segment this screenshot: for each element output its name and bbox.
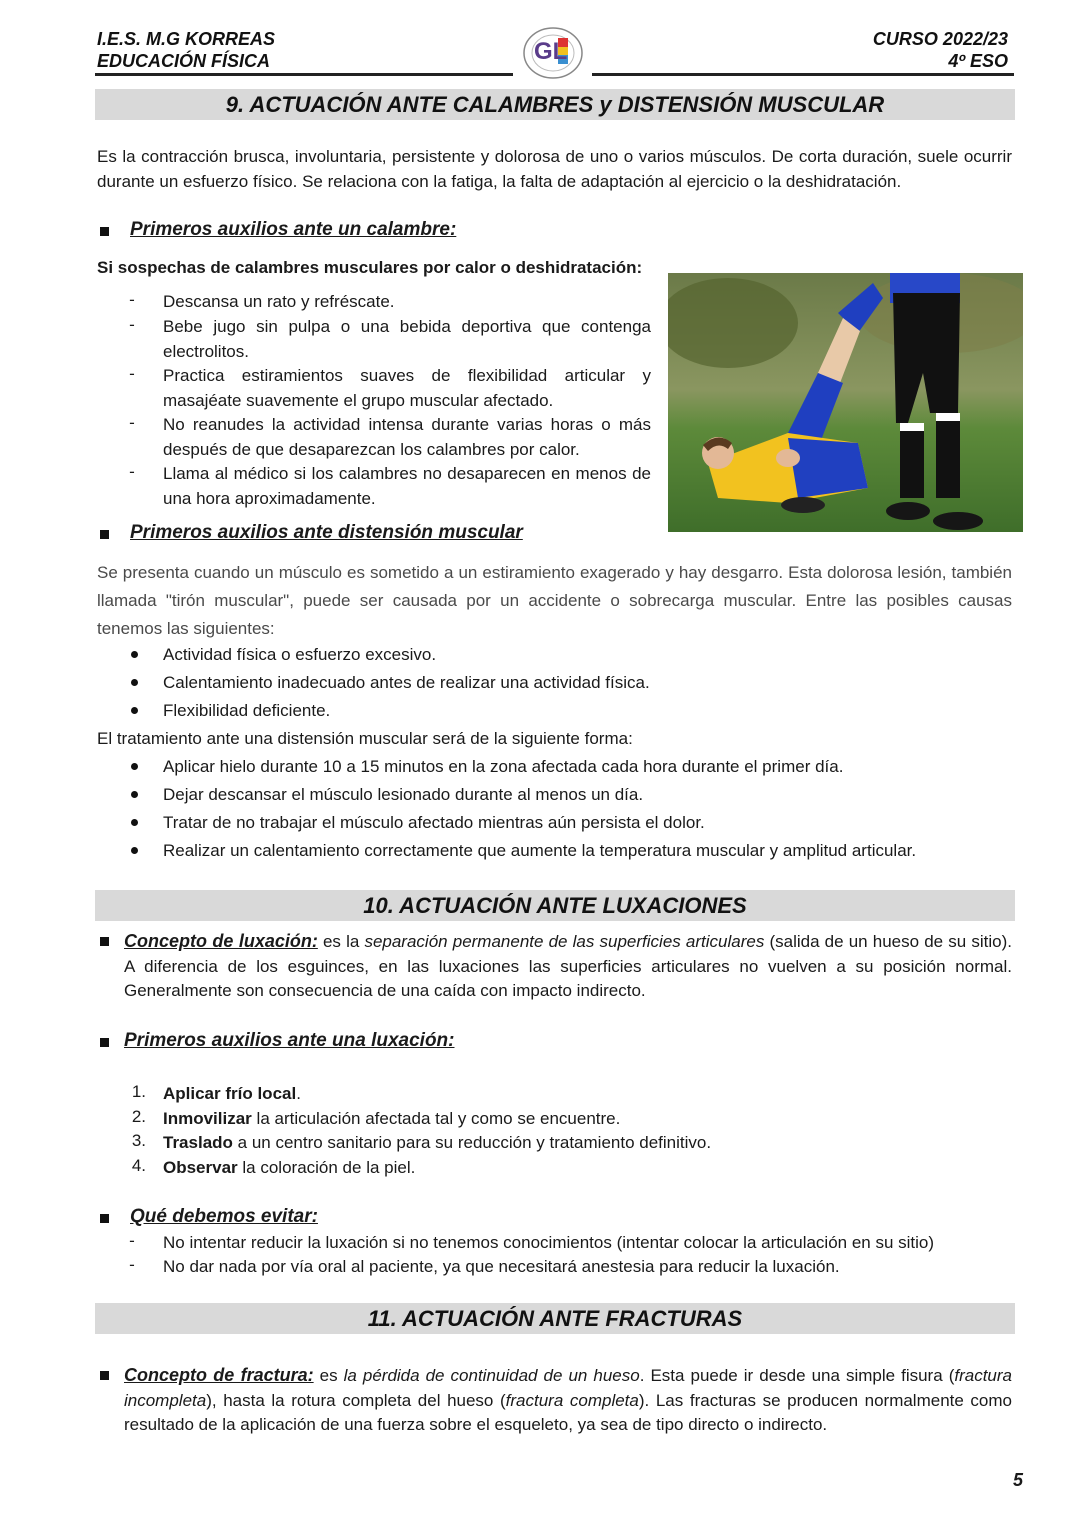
avoid-heading: Qué debemos evitar: — [130, 1206, 318, 1227]
square-bullet-icon — [100, 227, 109, 236]
step-item — [163, 1156, 415, 1181]
treatment-item: Tratar de no trabajar el músculo afectado mientras aún persista el dolor. — [163, 813, 705, 832]
dash-bullet: - — [129, 290, 135, 309]
dot-bullet — [131, 791, 138, 798]
step-number: 1. — [131, 1082, 146, 1101]
dash-bullet: - — [129, 413, 135, 432]
avoid-item: No intentar reducir la luxación si no tenemos conocimientos (intentar colocar la articulación en su sitio) — [163, 1233, 935, 1252]
dot-bullet — [131, 819, 138, 826]
square-bullet-icon — [100, 1371, 109, 1380]
step-keyword: Aplicar frío local — [163, 1084, 297, 1103]
square-bullet-icon — [100, 1038, 109, 1047]
step-keyword: Inmovilizar — [163, 1109, 252, 1128]
step-item — [163, 1082, 301, 1107]
page-number: 5 — [1012, 1470, 1023, 1490]
school-logo — [522, 26, 584, 80]
cramp-first-aid-heading: Primeros auxilios ante un calambre: — [130, 219, 457, 240]
dot-bullet — [131, 651, 138, 658]
square-bullet-icon — [100, 937, 109, 946]
treatment-item: Dejar descansar el músculo lesionado durante al menos un día. — [163, 785, 644, 804]
cause-item: Flexibilidad deficiente. — [163, 701, 331, 720]
header-rule-left — [95, 73, 513, 76]
step-keyword: Traslado — [163, 1133, 233, 1152]
cramp-lead: Si sospechas de calambres musculares por calor o deshidratación: — [97, 258, 643, 277]
luxation-concept-emphasis: separación permanente de las superficies articulares — [364, 932, 765, 951]
dash-bullet: - — [129, 462, 135, 481]
cramp-item: Llama al médico si los calambres no desaparecen en menos de una hora aproximadamente. — [163, 464, 651, 508]
cramp-item: Bebe jugo sin pulpa o una bebida deportiva que contenga electrolitos. — [163, 317, 651, 361]
fracture-emphasis: fractura completa — [505, 1390, 639, 1410]
fracture-concept — [124, 1363, 1012, 1438]
step-number: 3. — [131, 1131, 146, 1150]
cause-item: Actividad física o esfuerzo excesivo. — [163, 645, 437, 664]
dot-bullet — [131, 763, 138, 770]
step-text: la coloración de la piel. — [237, 1158, 416, 1177]
luxation-concept-rest: (salida de un hueso de su sitio). A diferencia de los esguinces, en las luxaciones las superficies articulares no vuelven a su posición normal. Generalmente son consecuencia de una caída con impacto indirecto. — [124, 932, 1012, 1000]
fracture-text: es — [313, 1366, 344, 1385]
step-text: a un centro sanitario para su reducción y tratamiento definitivo. — [232, 1133, 712, 1152]
square-bullet-icon — [100, 1214, 109, 1223]
fracture-text: . Esta puede ir desde una simple fisura ( — [639, 1366, 955, 1385]
dot-bullet — [131, 847, 138, 854]
luxation-concept — [124, 929, 1012, 1004]
section-11-title: 11. ACTUACIÓN ANTE FRACTURAS — [95, 1303, 1015, 1334]
avoid-item: No dar nada por vía oral al paciente, ya que necesitará anestesia para reducir la luxación. — [163, 1257, 840, 1276]
square-bullet-icon — [100, 530, 109, 539]
fracture-emphasis: fractura incompleta — [124, 1366, 1012, 1410]
step-number: 2. — [131, 1107, 146, 1126]
logo-letters: GL — [534, 38, 568, 65]
dash-bullet: - — [129, 1231, 135, 1250]
cause-item: Calentamiento inadecuado antes de realizar una actividad física. — [163, 673, 650, 692]
soccer-injury-photo — [668, 273, 1023, 532]
section-10-title: 10. ACTUACIÓN ANTE LUXACIONES — [95, 890, 1015, 921]
fracture-text: ). Las fracturas se producen normalmente como resultado de la aplicación de una fuerza sobre el esqueleto, ya sea de tipo directo o indirecto. — [124, 1390, 1013, 1434]
course-level: 4º ESO — [948, 51, 1008, 71]
subject-name: EDUCACIÓN FÍSICA — [97, 51, 271, 71]
step-text: la articulación afectada tal y como se encuentre. — [251, 1109, 621, 1128]
dash-bullet: - — [129, 364, 135, 383]
header-rule-right — [592, 73, 1014, 76]
dot-bullet — [131, 707, 138, 714]
cramp-definition: Es la contracción brusca, involuntaria, persistente y dolorosa de uno o varios músculos. De corta duración, suele ocurrir durante un esfuerzo físico. Se relaciona con la fatiga, la falta de adaptación al ejercicio o la deshidratación. — [97, 147, 1012, 191]
treatment-item: Aplicar hielo durante 10 a 15 minutos en la zona afectada cada hora durante el primer día. — [163, 757, 844, 776]
fracture-text: ), hasta la rotura completa del hueso ( — [206, 1390, 506, 1410]
section-9-title: 9. ACTUACIÓN ANTE CALAMBRES y DISTENSIÓN MUSCULAR — [95, 89, 1015, 120]
step-keyword: Observar — [163, 1158, 238, 1177]
luxation-first-aid-heading: Primeros auxilios ante una luxación: — [124, 1030, 455, 1051]
treatment-item: Realizar un calentamiento correctamente que aumente la temperatura muscular y amplitud articular. — [163, 841, 917, 860]
luxation-concept-text: es la — [317, 932, 365, 951]
strain-first-aid-heading: Primeros auxilios ante distensión muscular — [130, 522, 523, 543]
luxation-concept-label: Concepto de luxación: — [124, 931, 318, 951]
dot-bullet — [131, 679, 138, 686]
step-text: . — [296, 1084, 301, 1103]
fracture-concept-label: Concepto de fractura: — [124, 1365, 314, 1385]
strain-definition: Se presenta cuando un músculo es sometido a un estiramiento exagerado y hay desgarro. Esta dolorosa lesión, también llamada "tirón muscular", puede ser causada por un accidente o sobrecarga muscular. Entre las posibles causas tenemos las siguientes: — [97, 563, 1012, 638]
step-number: 4. — [131, 1156, 146, 1175]
cramp-item: Descansa un rato y refréscate. — [163, 292, 395, 311]
dash-bullet: - — [129, 315, 135, 334]
course-year: CURSO 2022/23 — [872, 29, 1008, 49]
fracture-emphasis: la pérdida de continuidad de un hueso — [343, 1366, 640, 1385]
cramp-item: Practica estiramientos suaves de flexibilidad articular y masajéate suavemente el grupo muscular afectado. — [163, 366, 651, 410]
school-name: I.E.S. M.G KORREAS — [97, 29, 276, 49]
step-item — [163, 1131, 711, 1156]
treatment-lead: El tratamiento ante una distensión muscular será de la siguiente forma: — [97, 729, 633, 748]
cramp-item: No reanudes la actividad intensa durante varias horas o más después de que desaparezcan los calambres por calor. — [163, 415, 651, 459]
step-item — [163, 1107, 620, 1132]
dash-bullet: - — [129, 1255, 135, 1274]
